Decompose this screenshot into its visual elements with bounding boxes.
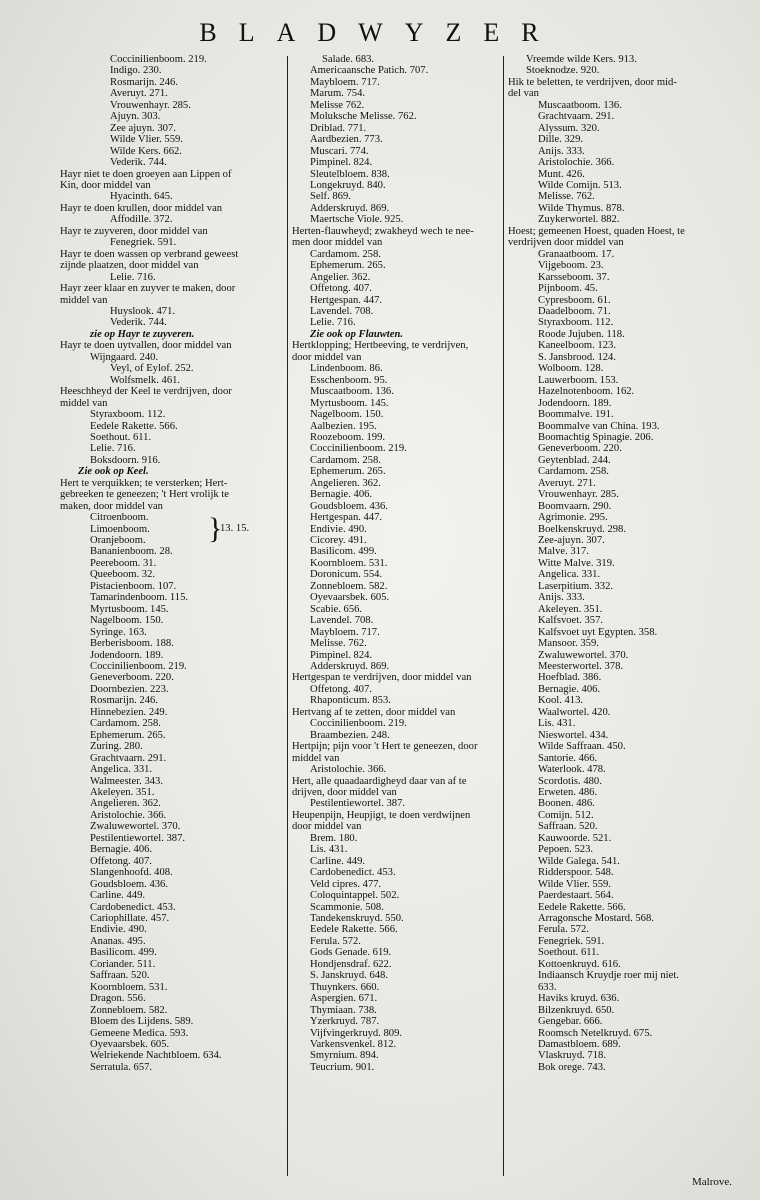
index-subentry: Cardamom. 258.: [538, 466, 609, 478]
index-subentry: Cardamom. 258.: [310, 248, 381, 260]
index-heading: middel van: [292, 752, 340, 764]
index-heading: Hert, alle quaadaardigheyd daar van af te: [292, 775, 467, 787]
index-heading: Hayr te zuyveren, door middel van: [60, 225, 208, 237]
index-heading: Heeschheyd der Keel te verdrijven, door: [60, 386, 232, 398]
index-subentry: Hertgespan. 447.: [310, 294, 383, 306]
index-subentry: Angelieren. 362.: [90, 798, 161, 810]
index-heading: drijven, door middel van: [292, 787, 397, 798]
index-subentry: Esschenboom. 95.: [310, 374, 388, 386]
index-column-2: [292, 54, 502, 1073]
index-subentry: Waterlook. 478.: [538, 764, 606, 776]
index-subentry: Karsseboom. 37.: [538, 271, 610, 283]
index-heading: Hayr te doen uytvallen, door middel van: [60, 340, 232, 352]
index-subentry: Boksdoorn. 916.: [90, 454, 161, 466]
index-subentry: Tandekenskruyd. 550.: [310, 912, 404, 924]
index-subentry: Ridderspoor. 548.: [538, 867, 614, 879]
index-subentry: Indigo. 230.: [110, 65, 162, 77]
index-subentry: Oyevaarsbek. 605.: [310, 592, 390, 604]
index-subentry: Kalfsvoet. 357.: [538, 615, 604, 627]
index-heading: door middel van: [292, 351, 362, 363]
index-subentry: Kool. 413.: [538, 695, 584, 707]
index-subentry: Hinnebezien. 249.: [90, 706, 168, 718]
index-subentry: Lelie. 716.: [310, 317, 356, 329]
index-subentry: Angelieren. 362.: [310, 477, 381, 489]
index-subentry: Basilicom. 499.: [90, 947, 157, 959]
index-subentry: Wilde Vlier. 559.: [110, 134, 183, 146]
index-subentry: Boomvaarn. 290.: [538, 500, 612, 512]
index-subentry: Ferula. 572.: [538, 924, 589, 936]
index-subentry: Zonnebloem. 582.: [90, 1004, 168, 1016]
index-subentry: Wijngaard. 240.: [90, 351, 159, 363]
index-subentry: Endivie. 490.: [310, 523, 367, 535]
index-subentry: Geytenblad. 244.: [538, 454, 611, 466]
index-subentry: Veld cipres. 477.: [310, 878, 382, 890]
index-subentry: Melisse. 762.: [538, 191, 595, 203]
index-subentry: Koornbloem. 531.: [310, 557, 388, 569]
index-subentry: Endivie. 490.: [90, 924, 147, 936]
index-subentry: Longekruyd. 840.: [310, 179, 386, 191]
index-subentry: Welriekende Nachtbloem. 634.: [90, 1050, 222, 1062]
index-subentry: Hertgespan. 447.: [310, 512, 383, 524]
index-subentry: Haviks kruyd. 636.: [538, 993, 620, 1005]
index-subentry: Braambezien. 248.: [310, 729, 390, 741]
index-heading: middel van: [60, 397, 108, 409]
index-subentry: Lavendel. 708.: [310, 615, 374, 627]
index-subentry: Angelica. 331.: [90, 764, 153, 776]
index-subentry: Scabie. 656.: [310, 603, 363, 615]
index-subentry: Lelie. 716.: [110, 271, 156, 283]
index-subentry: Kauwoorde. 521.: [538, 832, 612, 844]
index-subentry: Saffraan. 520.: [90, 970, 150, 982]
index-subentry: Bernagie. 406.: [538, 683, 601, 695]
index-subentry: Rosmarijn. 246.: [110, 76, 178, 88]
index-subentry: Offetong. 407.: [310, 283, 372, 295]
index-heading: Kin, door middel van: [60, 179, 151, 191]
index-subentry: Slangenhoofd. 408.: [90, 867, 173, 879]
index-subentry: Bilzenkruyd. 650.: [538, 1004, 615, 1016]
index-subentry: Maertsche Viole. 925.: [310, 214, 404, 226]
index-subentry: Bok orege. 743.: [538, 1061, 606, 1073]
index-subentry: Vijgeboom. 23.: [538, 260, 604, 272]
index-subentry: Lis. 431.: [310, 844, 348, 856]
index-subentry: Adderskruyd. 869.: [310, 202, 390, 214]
index-subentry: Kaneelboom. 123.: [538, 340, 616, 352]
index-subentry: Roozeboom. 199.: [310, 431, 386, 443]
index-subentry: Cardamom. 258.: [90, 718, 161, 730]
index-subentry: Vederik. 744.: [110, 317, 167, 329]
index-subentry: Driblad. 771.: [310, 122, 367, 134]
index-subentry: Ajuyn. 303.: [110, 111, 161, 123]
index-subentry: Wilde Kers. 662.: [110, 145, 182, 157]
index-subentry: Alyssum. 320.: [538, 122, 600, 134]
index-subentry: Bananienboom. 28.: [90, 546, 173, 558]
index-subentry: Muscaatboom. 136.: [310, 386, 394, 398]
index-heading: Hayr zeer klaar en zuyver te maken, door: [60, 283, 236, 295]
index-subentry: Munt. 426.: [538, 168, 585, 180]
index-subentry: Americaansche Patich. 707.: [310, 65, 429, 77]
index-subentry: Zee-ajuyn. 307.: [538, 535, 605, 547]
index-subentry: Adderskruyd. 869.: [310, 661, 390, 673]
index-subentry: Affodille. 372.: [110, 214, 173, 226]
index-subentry: Hondjensdraf. 622.: [310, 958, 392, 970]
index-subentry: Boonen. 486.: [538, 798, 595, 810]
index-subentry: Agrimonie. 295.: [538, 512, 608, 524]
index-subentry: Averuyt. 271.: [110, 88, 168, 100]
cross-reference: Zie ook op Keel.: [78, 466, 149, 478]
cross-reference: Zie ook op Flauwten.: [310, 328, 403, 340]
index-subentry: Myrtusboom. 145.: [90, 603, 169, 615]
index-subentry: Arragonsche Mostard. 568.: [538, 912, 654, 924]
index-subentry: Rhaponticum. 853.: [310, 695, 391, 707]
index-subentry: Wilde Galega. 541.: [538, 855, 620, 867]
index-subentry: Averuyt. 271.: [538, 477, 596, 489]
index-heading: verdrijven door middel van: [508, 237, 624, 249]
index-subentry: Aristolochie. 366.: [538, 157, 615, 169]
index-heading: Herten-flauwheyd; zwakheyd wech te nee-: [292, 225, 474, 237]
index-subentry: Ananas. 495.: [90, 935, 146, 947]
index-subentry: Roomsch Netelkruyd. 675.: [538, 1027, 653, 1039]
index-subentry: Paerdestaart. 564.: [538, 890, 614, 902]
index-subentry: Maybloem. 717.: [310, 76, 380, 88]
index-subentry: Vreemde wilde Kers. 913.: [526, 54, 637, 65]
index-heading: Hertgespan te verdrijven, door middel van: [292, 672, 472, 684]
index-subentry: Myrtusboom. 145.: [310, 397, 389, 409]
index-subentry: Witte Malve. 319.: [538, 557, 615, 569]
index-subentry: Laserpitium. 332.: [538, 580, 614, 592]
index-subentry: Ephemerum. 265.: [90, 729, 166, 741]
index-subentry: Oranjeboom.: [90, 535, 146, 547]
index-subentry: Scammonie. 508.: [310, 901, 384, 913]
index-subentry: Pijnboom. 45.: [538, 283, 598, 295]
index-subentry: Citroenboom. } 13. 15.: [90, 512, 250, 546]
index-subentry: Vrouwenhayr. 285.: [110, 99, 191, 111]
index-subentry: Lauwerboom. 153.: [538, 374, 619, 386]
index-subentry: Akeleyen. 351.: [90, 787, 155, 798]
index-subentry: Geneverboom. 220.: [538, 443, 622, 455]
index-heading: middel van: [60, 294, 108, 306]
index-subentry: Queeboom. 32.: [90, 569, 156, 581]
index-subentry: Anijs. 333.: [538, 592, 585, 604]
index-subentry: Meesterwortel. 378.: [538, 661, 624, 673]
index-subentry: Malve. 317.: [538, 546, 589, 558]
index-subentry: Gemeene Medica. 593.: [90, 1027, 189, 1039]
index-heading: Hertklopping; Hertbeeving, te verdrijven,: [292, 340, 469, 352]
index-subentry: Self. 869.: [310, 191, 351, 203]
index-subentry: Coriander. 511.: [90, 958, 156, 970]
index-heading: Hayr te doen wassen op verbrand geweest: [60, 248, 239, 260]
index-subentry: Boommalve. 191.: [538, 409, 614, 421]
index-subentry: Coloquintappel. 502.: [310, 890, 400, 902]
index-subentry: Cypresboom. 61.: [538, 294, 611, 306]
index-subentry: Kalfsvoet uyt Egypten. 358.: [538, 626, 658, 638]
index-subentry: Berberisboom. 188.: [90, 638, 174, 650]
index-subentry: Melisse. 762.: [310, 638, 367, 650]
index-subentry: Coccinilienboom. 219.: [310, 443, 407, 455]
index-subentry: Grachtvaarn. 291.: [538, 111, 615, 123]
index-subentry: Styraxboom. 112.: [538, 317, 614, 329]
index-subentry: Anijs. 333.: [538, 145, 585, 157]
index-subentry: Boommalve van China. 193.: [538, 420, 660, 432]
index-subentry: Thymiaan. 738.: [310, 1004, 377, 1016]
index-subentry: Melisse 762.: [310, 99, 365, 111]
index-subentry: Gods Genade. 619.: [310, 947, 392, 959]
index-subentry: Wilde Thymus. 878.: [538, 202, 625, 214]
index-subentry: Cariophillate. 457.: [90, 912, 170, 924]
index-subentry: Huyslook. 471.: [110, 305, 176, 317]
index-subentry: Cardobenedict. 453.: [90, 901, 176, 913]
index-subentry: Bloem des Lijdens. 589.: [90, 1016, 194, 1028]
index-heading: gebreeken te geneezen; 't Hert vrolijk te: [60, 489, 229, 501]
cross-reference: zie op Hayr te zuyveren.: [90, 328, 195, 340]
group-page-ref: 13. 15.: [220, 523, 250, 535]
index-subentry: Thuynkers. 660.: [310, 981, 380, 993]
index-heading: Hertpijn; pijn voor 't Hert te geneezen, door: [292, 741, 478, 753]
index-heading: door middel van: [292, 821, 362, 833]
index-subentry: Goudsbloem. 436.: [90, 878, 168, 890]
catchword: Malrove.: [691, 1176, 732, 1188]
index-subentry: Zee ajuyn. 307.: [110, 122, 176, 134]
index-heading: maken, door middel van: [60, 500, 163, 512]
index-subentry: Grachtvaarn. 291.: [90, 752, 167, 764]
index-subentry: Pestilentiewortel. 387.: [310, 798, 406, 810]
index-subentry: Pimpinel. 824.: [310, 157, 373, 169]
index-subentry: Dragon. 556.: [90, 993, 146, 1005]
index-subentry: Yzerkruyd. 787.: [310, 1016, 380, 1028]
index-subentry: Scordotis. 480.: [538, 775, 602, 787]
index-subentry: Akeleyen. 351.: [538, 603, 603, 615]
index-subentry: Lindenboom. 86.: [310, 363, 383, 375]
index-heading: Hoest; gemeenen Hoest, quaden Hoest, te: [508, 225, 685, 237]
index-subentry: Gengebar. 666.: [538, 1016, 603, 1028]
index-heading: Heupenpijn, Heupjigt, te doen verdwijnen: [292, 809, 471, 821]
index-subentry: Aristolochie. 366.: [90, 809, 167, 821]
index-subentry: Ferula. 572.: [310, 935, 361, 947]
index-heading: Hayr niet te doen groeyen aan Lippen of: [60, 168, 232, 180]
index-subentry: Wolfsmelk. 461.: [110, 374, 181, 386]
index-subentry: Fenegriek. 591.: [538, 935, 605, 947]
index-subentry: Saffraan. 520.: [538, 821, 598, 833]
index-subentry: Syringe. 163.: [90, 626, 147, 638]
index-subentry: Lelie. 716.: [90, 443, 136, 455]
index-subentry: Marum. 754.: [310, 88, 366, 100]
index-subentry: Aristolochie. 366.: [310, 764, 387, 776]
index-subentry: Santorie. 466.: [538, 752, 598, 764]
index-subentry: Roode Jujuben. 118.: [538, 328, 625, 340]
index-subentry: Teucrium. 901.: [310, 1061, 375, 1073]
index-subentry: Aalbezien. 195.: [310, 420, 377, 432]
index-subentry: Vlaskruyd. 718.: [538, 1050, 606, 1062]
index-subentry: Zwaluwewortel. 370.: [538, 649, 629, 661]
index-subentry: Zuykerwortel. 882.: [538, 214, 620, 226]
index-subentry: Bernagie. 406.: [310, 489, 373, 501]
index-heading: Hayr te doen krullen, door middel van: [60, 202, 223, 214]
index-subentry: S. Janskruyd. 648.: [310, 970, 388, 982]
index-subentry: Boomachtig Spinagie. 206.: [538, 431, 654, 443]
index-subentry: Coccinilienboom. 219.: [110, 54, 207, 65]
index-subentry: Peereboom. 31.: [90, 557, 157, 569]
index-subentry: Cardamom. 258.: [310, 454, 381, 466]
index-subentry: Tamarindenboom. 115.: [90, 592, 189, 604]
index-subentry: Vrouwenhayr. 285.: [538, 489, 619, 501]
index-subentry: Fenegriek. 591.: [110, 237, 177, 249]
index-subentry: S. Jansbrood. 124.: [538, 351, 616, 363]
index-subentry: Offetong. 407.: [310, 683, 372, 695]
index-subentry: Kottoenkruyd. 616.: [538, 958, 621, 970]
index-subentry: Hazelnotenboom. 162.: [538, 386, 635, 398]
index-column-1: [60, 54, 286, 1073]
index-subentry: Mansoor. 359.: [538, 638, 599, 650]
index-subentry: Zuring. 280.: [90, 741, 143, 753]
index-subentry: Damastbloem. 689.: [538, 1038, 621, 1050]
index-subentry: Pistacienboom. 107.: [90, 580, 177, 592]
index-column-3: [508, 54, 744, 1073]
index-subentry: Granaatboom. 17.: [538, 248, 615, 260]
index-subentry: Vederik. 744.: [110, 157, 167, 169]
index-subentry: Wilde Saffraan. 450.: [538, 741, 626, 753]
index-subentry: Rosmarijn. 246.: [90, 695, 158, 707]
index-subentry: Nagelboom. 150.: [310, 409, 384, 421]
index-subentry: Eedele Rakette. 566.: [310, 924, 398, 936]
index-subentry: Koornbloem. 531.: [90, 981, 168, 993]
index-subentry: Veyl, of Eylof. 252.: [110, 363, 194, 375]
index-subentry: Varkensvenkel. 812.: [310, 1038, 397, 1050]
index-subentry: Stoeknodze. 920.: [526, 65, 600, 77]
index-subentry: Goudsbloem. 436.: [310, 500, 388, 512]
index-subentry: Aspergien. 671.: [310, 993, 378, 1005]
index-subentry: Pepoen. 523.: [538, 844, 594, 856]
index-subentry: Serratula. 657.: [90, 1061, 153, 1073]
index-subentry: Pestilentiewortel. 387.: [90, 832, 186, 844]
index-subentry: Brem. 180.: [310, 832, 358, 844]
index-subentry: Sleutelbloem. 838.: [310, 168, 390, 180]
index-subentry: Nieswortel. 434.: [538, 729, 609, 741]
index-subentry: Limoenboom.: [90, 523, 150, 535]
index-subentry: Maybloem. 717.: [310, 626, 380, 638]
index-subentry: Offetong. 407.: [90, 855, 152, 867]
index-subentry: Jodendoorn. 189.: [90, 649, 164, 661]
index-subentry: Zonnebloem. 582.: [310, 580, 388, 592]
index-subentry: Coccinilienboom. 219.: [310, 718, 407, 730]
index-subentry: Wilde Vlier. 559.: [538, 878, 611, 890]
index-subentry: Lis. 431.: [538, 718, 576, 730]
index-subentry: Walmeester. 343.: [90, 775, 163, 787]
index-subentry: Zwaluwewortel. 370.: [90, 821, 181, 833]
column-divider: [503, 56, 504, 1176]
index-subentry: Doornbezien. 223.: [90, 683, 169, 695]
index-subentry: Oyevaarsbek. 605.: [90, 1038, 170, 1050]
index-subentry: Dille. 329.: [538, 134, 584, 146]
column-divider: [287, 56, 288, 1176]
index-subentry: Geneverboom. 220.: [90, 672, 174, 684]
index-heading: men door middel van: [292, 237, 383, 249]
index-subentry: Basilicom. 499.: [310, 546, 377, 558]
index-heading: del van: [508, 88, 539, 100]
index-subentry: Muscari. 774.: [310, 145, 369, 157]
index-subentry: Wolboom. 128.: [538, 363, 604, 375]
index-subentry: Hyacinth. 645.: [110, 191, 173, 203]
index-subentry: Nagelboom. 150.: [90, 615, 164, 627]
index-subentry: Erweten. 486.: [538, 787, 598, 798]
index-subentry: Doronicum. 554.: [310, 569, 383, 581]
index-subentry: Waalwortel. 420.: [538, 706, 611, 718]
index-subentry: Carline. 449.: [90, 890, 146, 902]
index-subentry: 633.: [538, 981, 557, 993]
index-subentry: Smyrnium. 894.: [310, 1050, 379, 1062]
index-subentry: Hoefblad. 386.: [538, 672, 602, 684]
index-subentry: Soethout. 611.: [538, 947, 600, 959]
index-heading: Hertvang af te zetten, door middel van: [292, 706, 456, 718]
index-subentry: Moluksche Melisse. 762.: [310, 111, 417, 123]
index-subentry: Ephemerum. 265.: [310, 466, 386, 478]
group-brace: }: [208, 512, 223, 546]
index-subentry: Jodendoorn. 189.: [538, 397, 612, 409]
index-subentry: Comijn. 512.: [538, 809, 594, 821]
index-subentry: Angelica. 331.: [538, 569, 601, 581]
index-subentry: Cicorey. 491.: [310, 535, 367, 547]
index-subentry: Salade. 683.: [322, 54, 375, 65]
index-heading: zijnde plaatzen, door middel van: [60, 260, 199, 272]
index-subentry: Eedele Rakette. 566.: [90, 420, 178, 432]
index-subentry: Styraxboom. 112.: [90, 409, 166, 421]
index-subentry: Carline. 449.: [310, 855, 366, 867]
index-subentry: Coccinilienboom. 219.: [90, 661, 187, 673]
index-subentry: Eedele Rakette. 566.: [538, 901, 626, 913]
index-subentry: Soethout. 611.: [90, 431, 152, 443]
page-header: BLADWYZER: [199, 18, 561, 47]
index-subentry: Boelkenskruyd. 298.: [538, 523, 626, 535]
index-subentry: Daadelboom. 71.: [538, 305, 611, 317]
index-subentry: Cardobenedict. 453.: [310, 867, 396, 879]
index-subentry: Ephemerum. 265.: [310, 260, 386, 272]
index-subentry: Bernagie. 406.: [90, 844, 153, 856]
index-subentry: Lavendel. 708.: [310, 305, 374, 317]
index-subentry: Pimpinel. 824.: [310, 649, 373, 661]
index-subentry: Wilde Comijn. 513.: [538, 179, 622, 191]
index-heading: Hert te verquikken; te versterken; Hert-: [60, 477, 228, 489]
index-subentry: Muscaatboom. 136.: [538, 99, 622, 111]
index-subentry: Indiaansch Kruydje roer mij niet.: [538, 970, 679, 982]
index-subentry: Aardbezien. 773.: [310, 134, 383, 146]
index-heading: Hik te beletten, te verdrijven, door mid-: [508, 76, 677, 88]
index-subentry: Angelier. 362.: [310, 271, 371, 283]
index-subentry: Vijfvingerkruyd. 809.: [310, 1027, 403, 1039]
